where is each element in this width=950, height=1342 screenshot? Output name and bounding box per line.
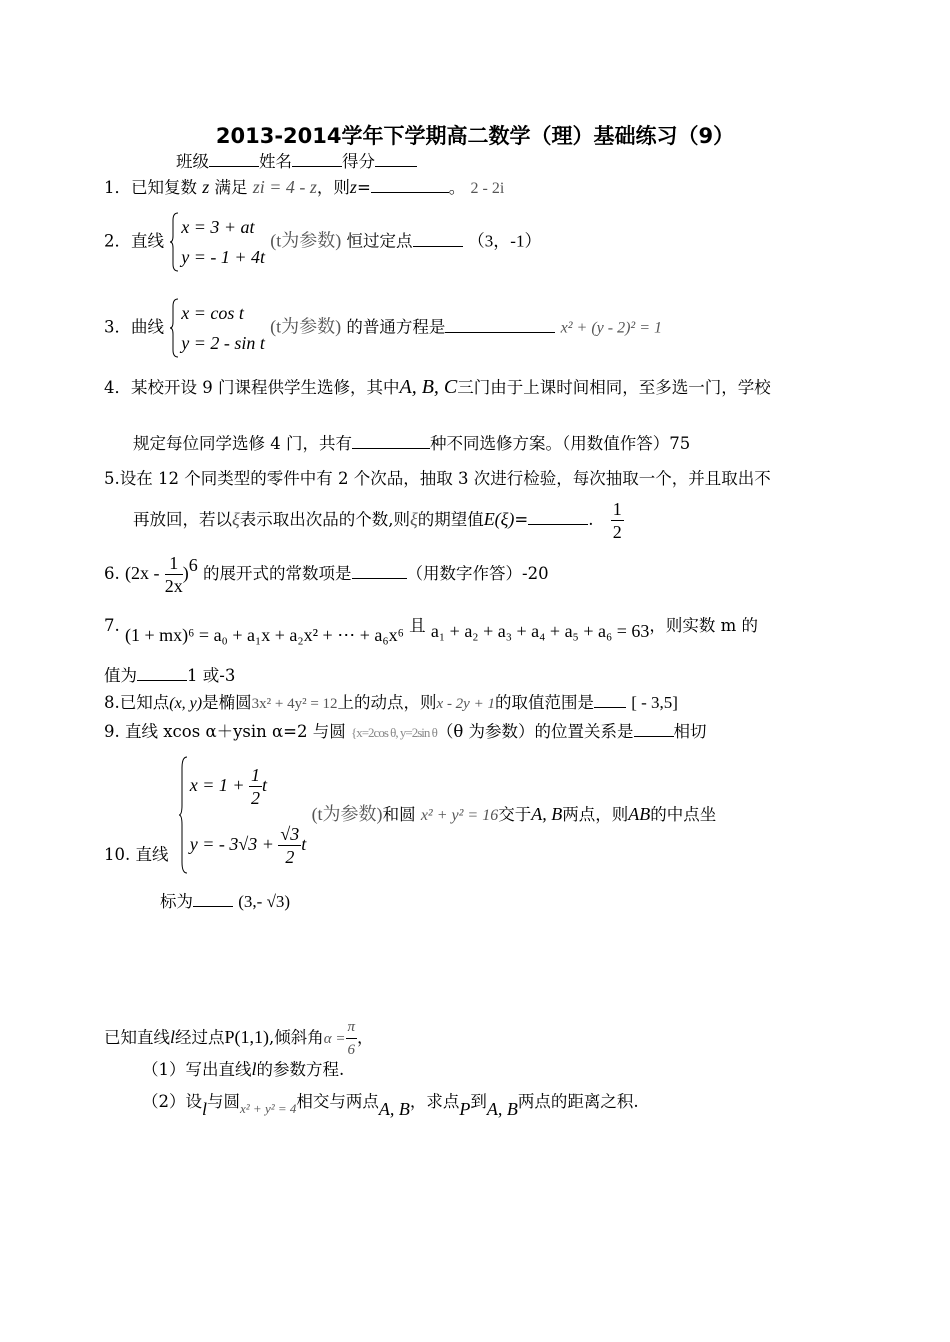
question-text: 。 xyxy=(448,178,466,197)
math-expression: (x, y) xyxy=(169,695,203,712)
question-number: 4． xyxy=(104,378,131,397)
answer-text: （3，-1） xyxy=(467,231,542,251)
question-number: 10. xyxy=(104,844,131,864)
question-number: 9. xyxy=(104,722,120,741)
math-var: AB xyxy=(628,803,651,824)
math-fraction: $\frac{1}{2x}$ xyxy=(164,553,183,596)
parameter-note: (t为参数) xyxy=(270,316,342,337)
answer-text: (3,- √3) xyxy=(238,892,291,911)
math-equation: (1 + mx)⁶ = a₀ + a₁x + a₂x² + ⋯ + a₆x⁶ xyxy=(125,625,404,645)
equation-system xyxy=(169,298,265,358)
answer-blank[interactable] xyxy=(371,176,449,193)
question-text: 直线 xyxy=(135,844,169,864)
math-expression: α = xyxy=(323,1031,346,1047)
math-expression: x - 2y + 1 xyxy=(436,696,495,712)
question-text: （2）设 xyxy=(142,1092,202,1111)
question-text: 表示取出次品的个数,则 xyxy=(239,510,410,529)
question-number: 1． xyxy=(104,178,131,197)
parameter-note: (t为参数) xyxy=(270,230,342,251)
answer-blank[interactable] xyxy=(445,316,555,333)
question-text: 两点，则 xyxy=(562,804,629,824)
question-text: 再放回，若以 xyxy=(133,510,232,529)
name-label: 姓名 xyxy=(259,152,292,171)
question-4-cont xyxy=(133,432,690,455)
answer-blank[interactable] xyxy=(137,664,187,681)
question-text: 是椭圆 xyxy=(202,693,252,712)
question-number: 2． xyxy=(104,231,131,251)
question-text: ， xyxy=(357,1028,374,1047)
question-text: 已知直线 xyxy=(104,1028,170,1047)
math-var: A, B, C xyxy=(399,376,458,398)
question-text: 直线 xyxy=(131,231,164,251)
math-var: ξ xyxy=(232,509,240,529)
equation-system xyxy=(178,756,307,874)
question-text: 相切 xyxy=(673,722,707,741)
question-text: 两点的距离之积. xyxy=(517,1092,639,1111)
question-3 xyxy=(104,298,662,358)
question-9 xyxy=(104,720,707,744)
answer-text: [ - 3,5] xyxy=(631,693,678,712)
math-var: A, B xyxy=(486,1099,518,1119)
question-text: （1）写出直线 xyxy=(142,1060,252,1079)
question-text: 的参数方程. xyxy=(256,1060,345,1079)
question-number: 7. xyxy=(104,616,120,635)
score-label: 得分 xyxy=(342,152,375,171)
question-text: 已知点 xyxy=(119,693,170,712)
question-text: 到 xyxy=(470,1092,487,1111)
question-text: 直线 xcos α＋ysin α=2 与圆 xyxy=(125,722,346,741)
answer-blank[interactable] xyxy=(413,230,463,247)
answer-fraction: $\frac{1}{2}$ xyxy=(612,499,622,542)
question-text: ，则 xyxy=(316,178,350,197)
answer-text: x² + (y - 2)² = 1 xyxy=(560,319,663,337)
math-var: P xyxy=(459,1099,471,1119)
question-1 xyxy=(104,176,504,200)
question-text: 曲线 xyxy=(131,317,164,337)
math-equation: zi = 4 - z xyxy=(252,177,317,197)
answer-blank[interactable] xyxy=(352,562,407,579)
question-number: 3． xyxy=(104,317,131,337)
question-text: 设在 12 个同类型的零件中有 2 个次品，抽取 3 次进行检验，每次抽取一个，并且取出不 xyxy=(119,469,771,488)
math-expression: E(ξ) xyxy=(483,509,515,529)
question-text: 的展开式的常数项是 xyxy=(203,564,352,583)
question-text: 1 或-3 xyxy=(187,666,236,685)
question-text: 经过点 xyxy=(175,1028,225,1047)
question-text: = xyxy=(356,178,371,197)
question-text: 的中点坐 xyxy=(650,804,717,824)
question-text: 的普通方程是 xyxy=(346,317,446,337)
question-text: 种不同选修方案。（用数值作答）75 xyxy=(430,434,691,453)
math-expression: (2x - xyxy=(125,563,160,583)
question-text: 满足 xyxy=(214,178,248,197)
question-11 xyxy=(104,1016,374,1061)
math-var: l xyxy=(251,1059,257,1079)
question-11-part-2 xyxy=(142,1090,639,1119)
class-blank[interactable] xyxy=(209,150,259,167)
equation-row: x = 3 + at xyxy=(181,217,255,237)
question-number: 6. xyxy=(104,564,120,583)
question-10 xyxy=(104,756,716,874)
math-fraction: $\frac{√3}{2}$ xyxy=(280,824,300,868)
question-8 xyxy=(104,691,678,715)
question-text: 恒过定点 xyxy=(346,231,413,251)
math-var: A, B xyxy=(378,1099,410,1119)
question-text: = xyxy=(514,510,529,529)
question-text: 的取值范围是 xyxy=(494,693,594,712)
math-var: l xyxy=(202,1099,208,1119)
math-equation: a₁ + a₂ + a₃ + a₄ + a₅ + a₆ = 63 xyxy=(430,621,650,641)
math-var: ξ xyxy=(409,509,418,529)
question-text: 相交与两点 xyxy=(296,1092,379,1111)
math-exponent: 6 xyxy=(188,555,198,575)
question-10-cont xyxy=(160,890,290,913)
circle-equation: x² + y² = 4 xyxy=(240,1101,297,1116)
question-text: 上的动点，则 xyxy=(337,693,437,712)
class-label: 班级 xyxy=(176,152,209,171)
equation-row: x = 1 + $\frac{1}{2}$ t xyxy=(189,765,268,809)
question-text: ，则实数 m 的 xyxy=(649,616,759,635)
page-title: 2013-2014学年下学期高二数学（理）基础练习（9） xyxy=(215,124,735,148)
answer-blank[interactable] xyxy=(528,508,588,525)
math-fraction: $\frac{1}{2}$ xyxy=(251,765,261,809)
question-7 xyxy=(104,614,759,645)
equation-row: x = cos t xyxy=(181,303,244,323)
question-7-cont xyxy=(104,664,235,687)
question-number: 5. xyxy=(104,469,120,488)
math-equation: 3x² + 4y² = 12 xyxy=(251,696,338,712)
question-text: 值为 xyxy=(104,666,137,685)
question-text: 交于 xyxy=(498,804,532,824)
math-fraction: $\frac{\pi}{6}$ xyxy=(346,1016,358,1061)
answer-blank[interactable] xyxy=(594,691,626,708)
equation-system xyxy=(169,212,265,272)
question-text: 且 xyxy=(409,616,426,635)
question-11-part-1 xyxy=(142,1058,344,1081)
brace-icon xyxy=(169,212,179,272)
answer-blank[interactable] xyxy=(352,432,430,449)
math-var: l xyxy=(170,1027,176,1047)
question-6 xyxy=(104,552,549,597)
brace-icon xyxy=(169,298,179,358)
score-blank[interactable] xyxy=(375,150,417,167)
question-text: . xyxy=(588,510,594,529)
question-text: 的期望值 xyxy=(417,510,484,529)
question-text: 标为 xyxy=(160,892,193,911)
question-2 xyxy=(104,212,541,272)
question-5 xyxy=(104,468,771,490)
equation-row: y = - 3√3 + $\frac{√3}{2}$ t xyxy=(189,824,307,868)
question-text: 和圆 xyxy=(382,804,416,824)
question-text: （θ 为参数）的位置关系是 xyxy=(436,722,634,741)
parameter-note: (t为参数) xyxy=(311,803,383,824)
answer-blank[interactable] xyxy=(634,720,674,737)
math-expression: ) xyxy=(182,563,189,583)
math-var: A, B xyxy=(531,803,563,824)
question-4 xyxy=(104,376,771,399)
question-text: 与圆 xyxy=(207,1092,241,1111)
question-text: ,倾斜角 xyxy=(269,1028,324,1047)
circle-equation: {x=2cos θ, y=2sin θ xyxy=(350,725,437,740)
question-text: 三门由于上课时间相同，至多选一门，学校 xyxy=(457,378,771,397)
question-text: （用数字作答）-20 xyxy=(406,564,549,583)
equation-row: y = - 1 + 4t xyxy=(181,247,266,267)
answer-text: 2 - 2i xyxy=(470,180,505,197)
equation-row: y = 2 - sin t xyxy=(181,333,265,353)
answer-blank[interactable] xyxy=(193,890,233,907)
name-blank[interactable] xyxy=(292,150,342,167)
question-text: 某校开设 9 门课程供学生选修，其中 xyxy=(131,378,400,397)
question-text: ，求点 xyxy=(409,1092,460,1111)
math-expression: P(1,1) xyxy=(224,1027,270,1047)
circle-equation: x² + y² = 16 xyxy=(420,806,499,824)
question-text: 规定每位同学选修 4 门，共有 xyxy=(133,434,352,453)
header-fields xyxy=(176,150,417,173)
question-5-cont xyxy=(133,498,624,543)
brace-icon xyxy=(178,756,188,874)
math-var: z xyxy=(349,177,357,197)
question-number: 8. xyxy=(104,693,120,712)
math-var: z xyxy=(202,177,210,197)
question-text: 已知复数 xyxy=(131,178,197,197)
